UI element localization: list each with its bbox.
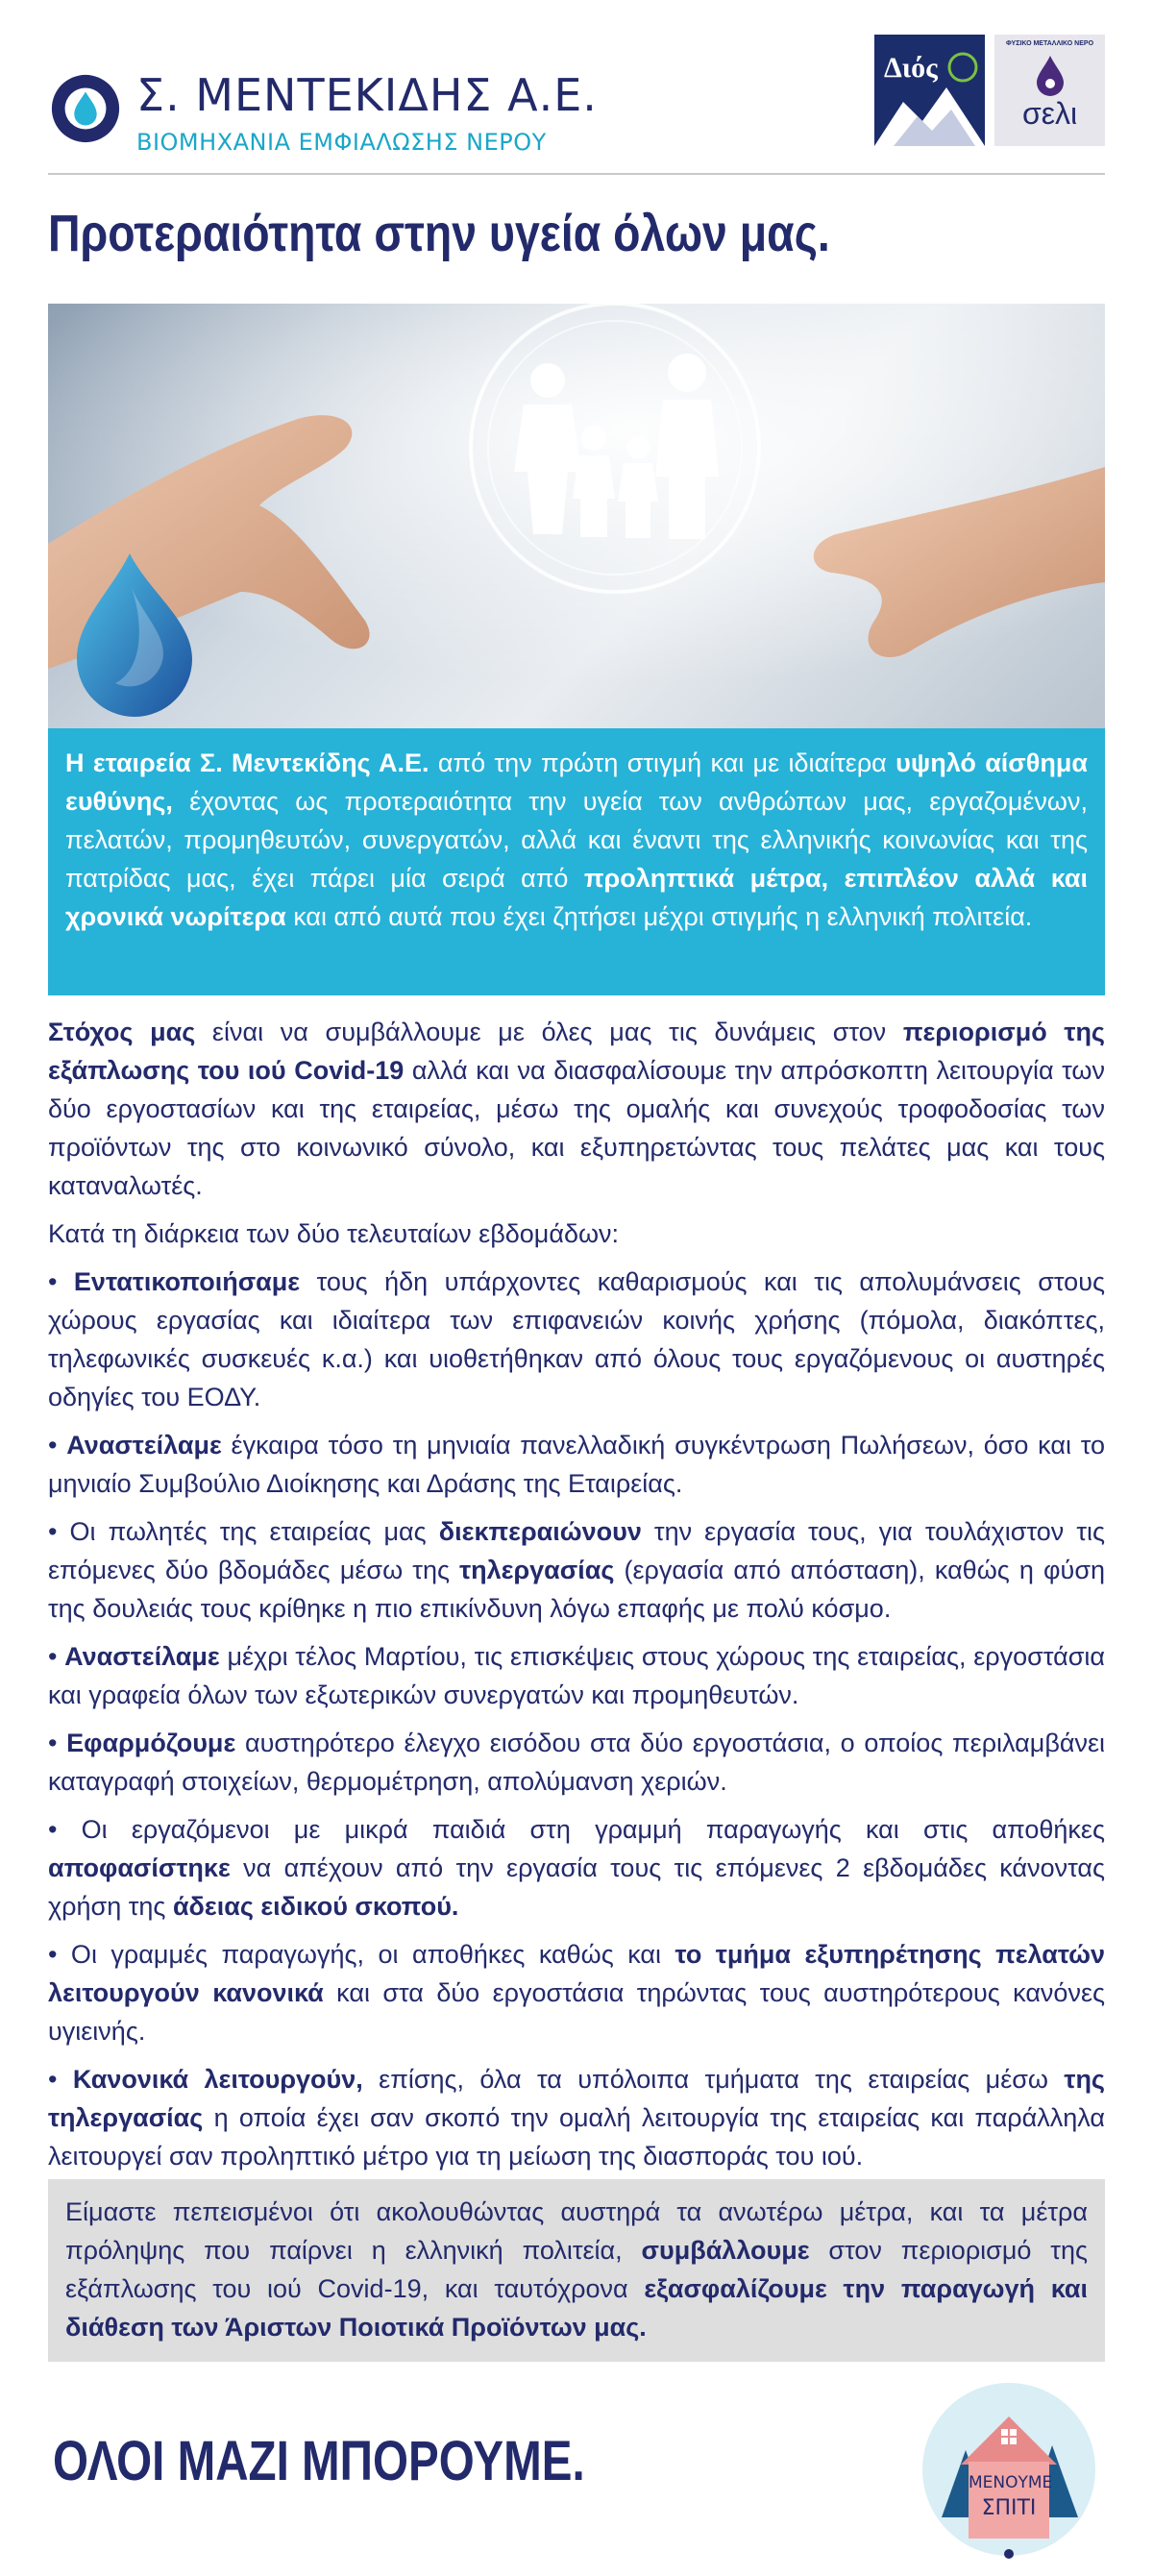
bullet-item: • Κανονικά λειτουργούν, επίσης, όλα τα υπόλοιπα τμήματα της εταιρείας μέσω της τηλεργασίας η οποία έχει σαν σκοπό την ομαλή λειτουργία της εταιρείας και παράλληλα λειτουργεί σαν προληπτικό μέτρο για τη μείωση της διασποράς του ιού.	[48, 2065, 1105, 2171]
stay-home-line1: ΜΕΝΟΥΜΕ	[969, 2473, 1053, 2492]
intro-box	[48, 728, 1105, 995]
closing-box	[48, 2179, 1105, 2362]
body-text	[48, 1013, 1105, 2185]
bullet-item: • Εφαρμόζουμε αυστηρότερο έλεγχο εισόδου στα δύο εργοστάσια, ο οποίος περιλαμβάνει καταγραφή στοιχείων, θερμομέτρηση, απολύμανση χεριών.	[48, 1729, 1105, 1796]
bullet-item: • Εντατικοποιήσαμε τους ήδη υπάρχοντες καθαρισμούς και τις απολυμάνσεις στους χώρους εργασίας και ιδιαίτερα των επιφανειών κοινής χρήσης (πόμολα, διακόπτες, τηλεφωνικές συσκευές κ.α.) και υιοθετήθηκαν από όλους τους εργαζόμενους οι αυστηρές οδηγίες του ΕΟΔΥ.	[48, 1267, 1105, 1411]
bullet-item: • Οι γραμμές παραγωγής, οι αποθήκες καθώς και το τμήμα εξυπηρέτησης πελατών λειτουργούν κανονικά και στα δύο εργοστάσια τηρώντας τους αυστηρότερους κανόνες υγιεινής.	[48, 1940, 1105, 2046]
header	[48, 31, 1105, 175]
bullet-item: • Αναστείλαμε μέχρι τέλος Μαρτίου, τις επισκέψεις στους χώρους της εταιρείας, εργοστάσια και γραφεία όλων των εξωτερικών συνεργατών και προμηθευτών.	[48, 1642, 1105, 1709]
bullet-item: • Οι πωλητές της εταιρείας μας διεκπεραιώνουν την εργασία τους, για τουλάχιστον τις επόμενες δύο βδομάδες μέσω της τηλεργασίας (εργασία από απόσταση), καθώς η φύση της δουλειάς τους κρίθηκε η πιο επικίνδυνη λόγω επαφής με πολύ κόσμο.	[48, 1517, 1105, 1623]
seli-brand-logo	[994, 35, 1105, 146]
company-logo-icon	[48, 71, 123, 146]
hero-image	[48, 304, 1105, 728]
hands-family-illustration	[48, 304, 1105, 728]
slogan: ΟΛΟΙ ΜΑΖΙ ΜΠΟΡΟΥΜΕ.	[53, 2430, 585, 2492]
intro-paragraph: Η εταιρεία Σ. Μεντεκίδης Α.Ε. από την πρώτη στιγμή και με ιδιαίτερα υψηλό αίσθημα ευθύνης, έχοντας ως προτεραιότητα την υγεία των ανθρώπων μας, εργαζομένων, πελατών, προμηθευτών, συνεργατών, αλλά και έναντι της ελληνικής κοινωνίας και της πατρίδας μας, έχει πάρει μία σειρά από προληπτικά μέτρα, επιπλέον αλλά και χρονικά νωρίτερα και από αυτά που έχει ζητήσει μέχρι στιγμής η ελληνική πολιτεία.	[65, 748, 1088, 931]
period-paragraph: Κατά τη διάρκεια των δύο τελευταίων εβδομάδων:	[48, 1219, 620, 1248]
company-subtitle: ΒΙΟΜΗΧΑΝΙΑ ΕΜΦΙΑΛΩΣΗΣ ΝΕΡΟΥ	[136, 129, 547, 156]
bullet-item: • Αναστείλαμε έγκαιρα τόσο τη μηνιαία πανελλαδική συγκέντρωση Πωλήσεων, όσο και το μηνιαίο Συμβούλιο Διοίκησης και Δράσης της Εταιρείας.	[48, 1431, 1105, 1498]
page-title: Προτεραιότητα στην υγεία όλων μας.	[48, 205, 830, 262]
stay-home-badge	[913, 2373, 1105, 2565]
house-icon	[913, 2373, 1105, 2565]
closing-paragraph: Είμαστε πεπεισμένοι ότι ακολουθώντας αυστηρά τα ανωτέρω μέτρα, και τα μέτρα πρόληψης που παίρνει η ελληνική πολιτεία, συμβάλλουμε στον περιορισμό της εξάπλωσης του ιού Covid-19, και ταυτόχρονα εξασφαλίζουμε την παραγωγή και διάθεση των Άριστων Ποιοτικά Προϊόντων μας.	[65, 2197, 1088, 2342]
stay-home-line2: ΣΠΙΤΙ	[981, 2496, 1037, 2520]
seli-brand-caption: ΦΥΣΙΚΟ ΜΕΤΑΛΛΙΚΟ ΝΕΡΟ	[1005, 40, 1094, 47]
goal-paragraph: Στόχος μας είναι να συμβάλλουμε με όλες μας τις δυνάμεις στον περιορισμό της εξάπλωσης του ιού Covid-19 αλλά και να διασφαλίσουμε την απρόσκοπτη λειτουργία των δύο εργοστασίων και της εταιρείας, μέσω της ομαλής και συνεχούς τροφοδοσίας των προϊόντων της στο κοινωνικό σύνολο, και εξυπηρετώντας τους πελάτες μας και τους καταναλωτές.	[48, 1018, 1105, 1200]
seli-brand-text: σελι	[1021, 96, 1078, 131]
dios-brand-logo	[874, 35, 985, 146]
header-divider	[48, 173, 1105, 175]
bullet-item: • Οι εργαζόμενοι με μικρά παιδιά στη γραμμή παραγωγής και στις αποθήκες αποφασίστηκε να απέχουν από την εργασία τους τις επόμενες 2 εβδομάδες κάνοντας χρήση της άδειας ειδικού σκοπού.	[48, 1815, 1105, 1921]
dios-brand-text: Διός	[884, 52, 938, 84]
water-drop-icon	[1035, 54, 1066, 96]
company-name: Σ. ΜΕΝΤΕΚΙΔΗΣ Α.Ε.	[136, 69, 598, 121]
